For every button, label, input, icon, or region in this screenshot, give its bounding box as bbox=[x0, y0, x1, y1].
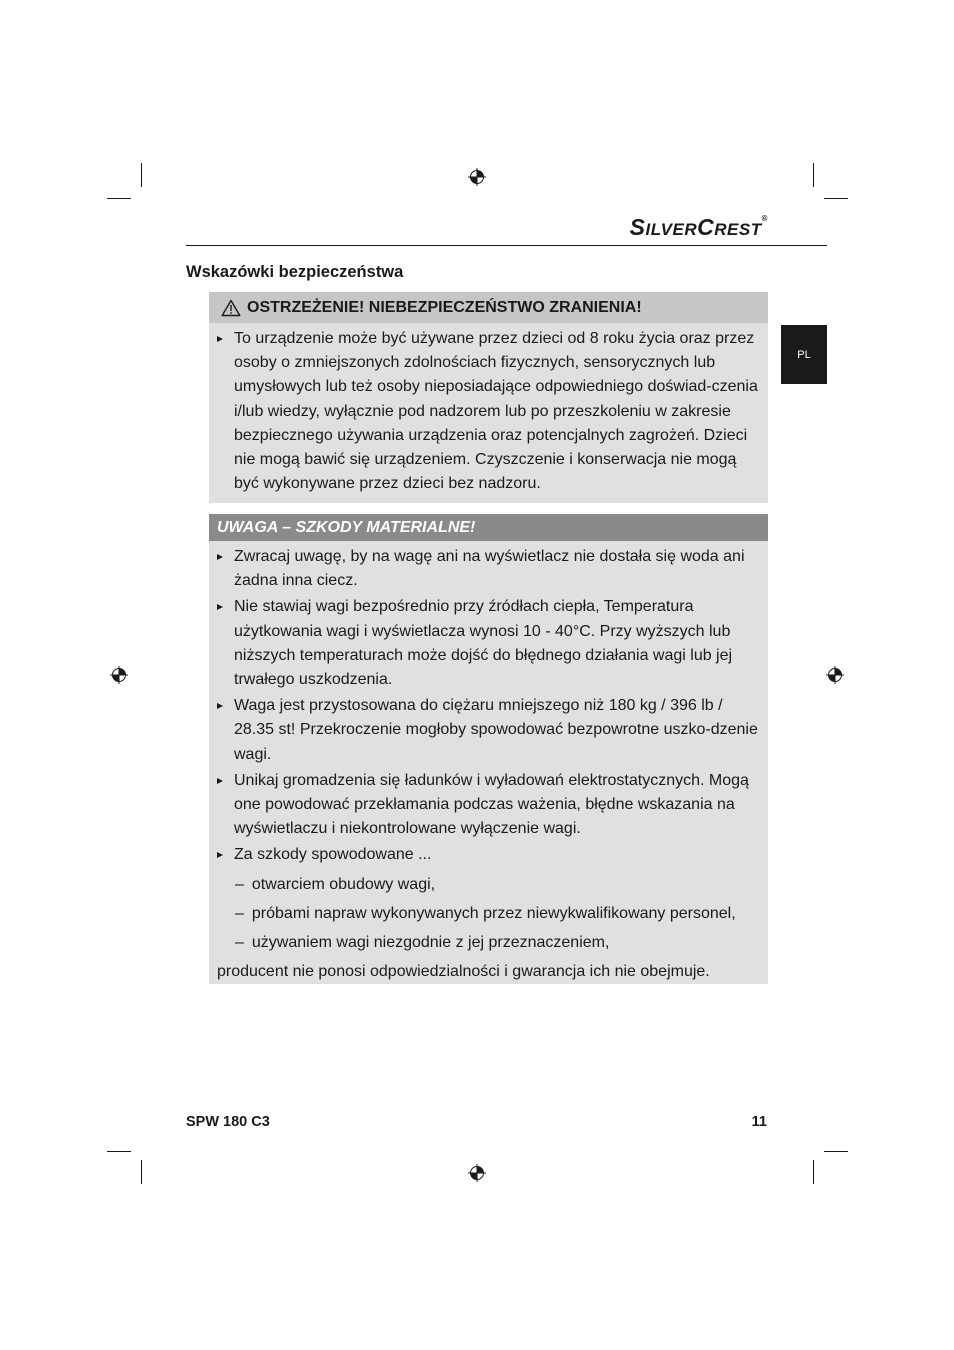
warning-box-header bbox=[209, 292, 768, 323]
closing-statement: producent nie ponosi odpowiedzialności i gwarancja ich nie obejmuje. bbox=[217, 963, 710, 981]
list-item: Unikaj gromadzenia się ładunków i wyładowań elektrostatycznych. Mogą one powodować przekłamania podczas ważenia, błędne wskazania na wyświetlaczu i niekontrolowane wyłączenie wagi. bbox=[217, 769, 762, 842]
section-title: Wskazówki bezpieczeństwa bbox=[186, 263, 404, 281]
language-tab-label: PL bbox=[797, 348, 811, 361]
crop-mark bbox=[824, 198, 848, 199]
bullet-arrow-icon bbox=[217, 554, 223, 560]
warning-box bbox=[209, 292, 768, 503]
page-number: 11 bbox=[751, 1114, 767, 1130]
list-item: Waga jest przystosowana do ciężaru mniejszego niż 180 kg / 396 lb / 28.35 st! Przekroczenie mogłoby spowodować bezpowrotne uszko-dzenie wagi. bbox=[217, 694, 762, 767]
list-item: To urządzenie może być używane przez dzieci od 8 roku życia oraz przez osoby o zmniejszonych zdolnościach fizycznych, sensorycznych lub umysłowych lub też osoby nieposiadające odpowiedniego doświad-czenia i/lub wiedzy, wyłącznie pod nadzorem lub po przeszkoleniu w zakresie bezpiecznego używania urządzenia oraz potencjalnych zagrożeń. Dzieci nie mogą bawić się urządzeniem. Czyszczenie i konserwacja nie mogą być wykonywane przez dzieci bez nadzoru. bbox=[217, 327, 762, 496]
warning-heading: OSTRZEŻENIE! NIEBEZPIECZEŃSTWO ZRANIENIA! bbox=[247, 298, 642, 316]
header-divider bbox=[186, 245, 827, 246]
sub-list-item: – próbami napraw wykonywanych przez niewykwalifikowany personel, bbox=[235, 904, 736, 922]
list-item: Nie stawiaj wagi bezpośrednio przy źródłach ciepła, Temperatura użytkowania wagi i wyświetlacza wynosi 10 - 40°C. Przy wyższych lub niższych temperaturach może dojść do błędnego działania wagi lub jej trwałego uszkodzenia. bbox=[217, 595, 762, 692]
caution-box-header bbox=[209, 514, 768, 541]
registration-mark-icon bbox=[826, 666, 844, 684]
crop-mark bbox=[813, 1160, 814, 1184]
sub-list-item: – otwarciem obudowy wagi, bbox=[235, 875, 436, 893]
bullet-arrow-icon bbox=[217, 336, 223, 342]
crop-mark bbox=[141, 1160, 142, 1184]
bullet-arrow-icon bbox=[217, 778, 223, 784]
crop-mark bbox=[824, 1151, 848, 1152]
bullet-arrow-icon bbox=[217, 604, 223, 610]
crop-mark bbox=[141, 163, 142, 187]
registration-mark-icon bbox=[468, 168, 486, 186]
crop-mark bbox=[107, 1151, 131, 1152]
brand-logo: SILVERCREST® bbox=[629, 214, 768, 240]
crop-mark bbox=[107, 198, 131, 199]
warning-triangle-icon bbox=[221, 299, 241, 317]
sub-list-item: – używaniem wagi niezgodnie z jej przeznaczeniem, bbox=[235, 934, 610, 952]
caution-heading: UWAGA – SZKODY MATERIALNE! bbox=[217, 518, 476, 536]
registration-mark-icon bbox=[110, 666, 128, 684]
crop-mark bbox=[813, 163, 814, 187]
registration-mark-icon bbox=[468, 1164, 486, 1182]
bullet-arrow-icon bbox=[217, 852, 223, 858]
caution-box bbox=[209, 514, 768, 984]
list-item: Zwracaj uwagę, by na wagę ani na wyświetlacz nie dostała się woda ani żadna inna ciecz. bbox=[217, 545, 762, 593]
list-item: Za szkody spowodowane ... bbox=[217, 843, 762, 867]
language-tab bbox=[781, 325, 827, 384]
bullet-arrow-icon bbox=[217, 703, 223, 709]
model-number: SPW 180 C3 bbox=[186, 1114, 270, 1130]
